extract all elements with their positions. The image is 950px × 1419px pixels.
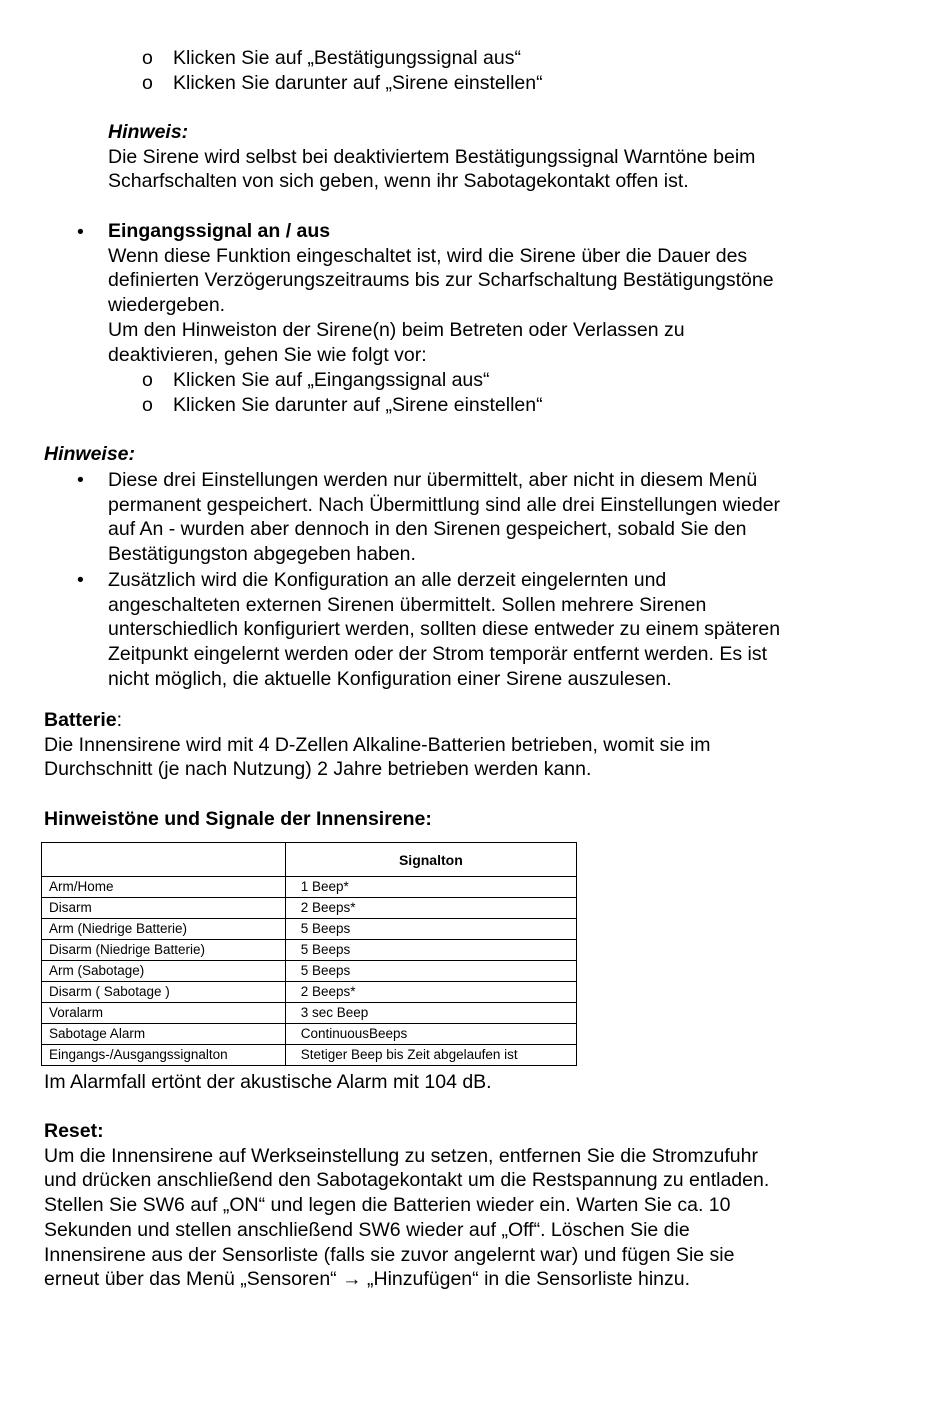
text-line: Um die Innensirene auf Werkseinstellung zu setzen, entfernen Sie die Stromzufuhr <box>44 1144 758 1167</box>
hinweise-item-2 <box>108 568 898 692</box>
top-step-2 <box>142 71 543 95</box>
signals-title: Hinweistöne und Signale der Innensirene: <box>44 808 432 830</box>
signals-table <box>41 842 577 1066</box>
text-line: Im Alarmfall ertönt der akustische Alarm mit 104 dB. <box>44 1071 492 1093</box>
text-line: auf An - wurden aber dennoch in den Sirenen gespeichert, sobald Sie den <box>108 518 747 541</box>
step-text: Klicken Sie darunter auf „Sirene einstellen“ <box>173 72 543 94</box>
table-row <box>42 940 577 961</box>
text-line: unterschiedlich konfiguriert werden, sollten diese entweder zu einem späteren <box>108 618 781 641</box>
table-cell: 2 Beeps* <box>285 982 576 1003</box>
text-line: deaktivieren, gehen Sie wie folgt vor: <box>108 343 427 366</box>
text-line: Bestätigungston abgegeben haben. <box>108 543 416 566</box>
table-row <box>42 877 577 898</box>
table-row <box>42 1045 577 1066</box>
text-line: Wenn diese Funktion eingeschaltet ist, wird die Sirene über die Dauer des <box>108 244 748 267</box>
table-row <box>42 898 577 919</box>
hinweise-item-1 <box>108 468 898 567</box>
signals-section-title <box>44 807 894 832</box>
text-line: und drücken anschließend den Sabotagekontakt um die Restspannung zu entladen. <box>44 1169 770 1192</box>
step-marker: o <box>142 369 153 391</box>
text-line: erneut über das Menü „Sensoren“ → „Hinzufügen“ in die Sensorliste hinzu. <box>44 1268 691 1291</box>
table-cell: Voralarm <box>42 1003 286 1024</box>
step-marker: o <box>142 394 153 416</box>
hinweise-title-block <box>44 442 894 467</box>
hinweis-title: Hinweis: <box>108 121 189 143</box>
bullet-marker: • <box>77 469 84 491</box>
text-line: Um den Hinweiston der Sirene(n) beim Betreten oder Verlassen zu <box>108 318 685 341</box>
table-row <box>42 1024 577 1045</box>
table-cell: Eingangs-/Ausgangssignalton <box>42 1045 286 1066</box>
text-line: Die Sirene wird selbst bei deaktiviertem Bestätigungssignal Warntöne beim <box>108 145 756 168</box>
text-line: Sekunden und stellen anschließend SW6 wieder auf „Off“. Löschen Sie die <box>44 1218 690 1241</box>
table-cell: 5 Beeps <box>285 961 576 982</box>
text-line: Die Innensirene wird mit 4 D-Zellen Alkaline-Batterien betrieben, womit sie im <box>44 733 711 756</box>
batterie-colon: : <box>116 709 123 731</box>
batterie-title: Batterie <box>44 709 117 731</box>
eingangssignal-title: Eingangssignal an / aus <box>108 220 331 242</box>
table-cell: Disarm (Niedrige Batterie) <box>42 940 286 961</box>
table-cell: Arm/Home <box>42 877 286 898</box>
text-line: nicht möglich, die aktuelle Konfiguration einer Sirene auszulesen. <box>108 667 672 690</box>
hinweis-note <box>108 120 898 194</box>
eingang-step-1 <box>142 368 490 392</box>
table-row <box>42 1003 577 1024</box>
batterie-section <box>44 708 894 782</box>
table-header-row <box>42 843 577 877</box>
table-cell: Arm (Sabotage) <box>42 961 286 982</box>
text-line: Innensirene aus der Sensorliste (falls sie zuvor angelernt war) und fügen Sie sie <box>44 1243 735 1266</box>
table-row <box>42 919 577 940</box>
step-marker: o <box>142 72 153 94</box>
reset-title: Reset: <box>44 1120 104 1142</box>
step-marker: o <box>142 47 153 69</box>
text-line: Zusätzlich wird die Konfiguration an alle derzeit eingelernten und <box>108 569 667 591</box>
bullet-marker: • <box>77 221 84 243</box>
alarm-note <box>44 1070 894 1095</box>
text-line: permanent gespeichert. Nach Übermittlung sind alle drei Einstellungen wieder <box>108 493 781 516</box>
table-cell: Stetiger Beep bis Zeit abgelaufen ist <box>285 1045 576 1066</box>
table-row <box>42 982 577 1003</box>
table-cell: 5 Beeps <box>285 940 576 961</box>
top-step-1 <box>142 46 521 70</box>
table-cell: Disarm <box>42 898 286 919</box>
text-line: wiedergeben. <box>108 294 226 317</box>
hinweise-title: Hinweise: <box>44 443 136 465</box>
table-cell: Sabotage Alarm <box>42 1024 286 1045</box>
table-cell: 2 Beeps* <box>285 898 576 919</box>
step-text: Klicken Sie darunter auf „Sirene einstellen“ <box>173 394 543 416</box>
table-row <box>42 961 577 982</box>
eingang-step-2 <box>142 393 543 417</box>
bullet-marker: • <box>77 569 84 591</box>
table-header-cell: Signalton <box>285 843 576 877</box>
step-text: Klicken Sie auf „Bestätigungssignal aus“ <box>173 47 521 69</box>
table-cell: 5 Beeps <box>285 919 576 940</box>
table-cell: 3 sec Beep <box>285 1003 576 1024</box>
reset-section <box>44 1119 894 1292</box>
table-header-cell <box>42 843 286 877</box>
text-line: Scharfschalten von sich geben, wenn ihr Sabotagekontakt offen ist. <box>108 170 689 193</box>
text-line: Stellen Sie SW6 auf „ON“ und legen die Batterien wieder ein. Warten Sie ca. 10 <box>44 1194 731 1217</box>
text-line: Diese drei Einstellungen werden nur übermittelt, aber nicht in diesem Menü <box>108 469 758 491</box>
text-line: Durchschnitt (je nach Nutzung) 2 Jahre betrieben werden kann. <box>44 758 592 781</box>
text-line: definierten Verzögerungszeitraums bis zur Scharfschaltung Bestätigungstöne <box>108 269 774 292</box>
eingangssignal-section <box>108 219 898 367</box>
text-line: angeschalteten externen Sirenen übermittelt. Sollen mehrere Sirenen <box>108 593 707 616</box>
table-cell: Arm (Niedrige Batterie) <box>42 919 286 940</box>
step-text: Klicken Sie auf „Eingangssignal aus“ <box>173 369 490 391</box>
table-cell: ContinuousBeeps <box>285 1024 576 1045</box>
table-cell: Disarm ( Sabotage ) <box>42 982 286 1003</box>
text-line: Zeitpunkt eingelernt werden oder der Strom temporär entfernt werden. Es ist <box>108 643 767 666</box>
table-cell: 1 Beep* <box>285 877 576 898</box>
